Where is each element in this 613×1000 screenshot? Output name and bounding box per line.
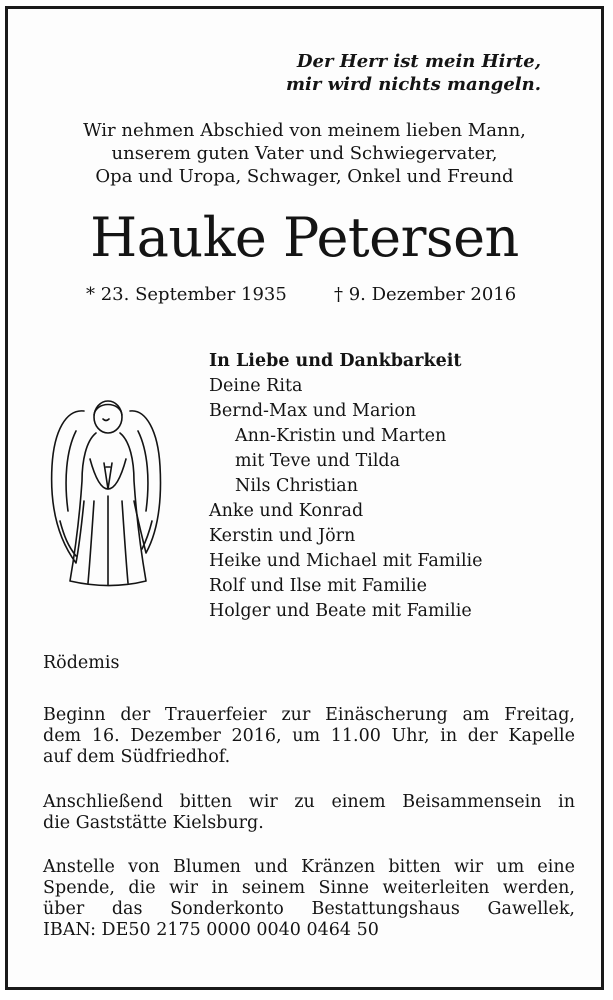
family-member: Nils Christian xyxy=(235,476,358,496)
donation-info xyxy=(43,857,575,941)
ceremony-line: Beginn der Trauerfeier zur Einäscherung am Freitag, xyxy=(43,705,575,725)
donation-line: Anstelle von Blumen und Kränzen bitten wir um eine xyxy=(43,857,575,877)
ceremony-line: dem 16. Dezember 2016, um 11.00 Uhr, in der Kapelle xyxy=(43,726,575,746)
gathering-line: die Gaststätte Kielsburg. xyxy=(43,813,264,833)
family-member: mit Teve und Tilda xyxy=(235,451,401,471)
donation-iban: IBAN: DE50 2175 0000 0040 0464 50 xyxy=(43,920,379,940)
family-member: Anke und Konrad xyxy=(209,501,364,521)
family-member: Deine Rita xyxy=(209,376,303,396)
family-list xyxy=(209,374,483,624)
gathering-line: Anschließend bitten wir zu einem Beisammensein in xyxy=(43,792,575,812)
family-heading: In Liebe und Dankbarkeit xyxy=(209,351,462,371)
death-date: † 9. Dezember 2016 xyxy=(334,284,517,305)
place-name: Rödemis xyxy=(43,653,120,673)
intro-line: unserem guten Vater und Schwiegervater, xyxy=(111,143,498,164)
family-member: Ann-Kristin und Marten xyxy=(235,426,447,446)
obituary-notice xyxy=(5,6,604,990)
psalm-line: Der Herr ist mein Hirte, xyxy=(296,51,541,72)
family-member: Rolf und Ilse mit Familie xyxy=(209,576,427,596)
deceased-name: Hauke Petersen xyxy=(90,206,519,269)
psalm-line: mir wird nichts mangeln. xyxy=(285,74,541,95)
gathering-info xyxy=(43,792,575,834)
intro-line: Wir nehmen Abschied von meinem lieben Mann, xyxy=(83,120,526,141)
donation-line: über das Sonderkonto Bestattungshaus Gawellek, xyxy=(43,899,575,919)
farewell-intro xyxy=(8,119,601,188)
ceremony-line: auf dem Südfriedhof. xyxy=(43,747,231,767)
angel-illustration xyxy=(46,371,168,591)
family-member: Holger und Beate mit Familie xyxy=(209,601,472,621)
intro-line: Opa und Uropa, Schwager, Onkel und Freund xyxy=(95,166,514,187)
family-member: Heike und Michael mit Familie xyxy=(209,551,483,571)
donation-line: Spende, die wir in seinem Sinne weiterleiten werden, xyxy=(43,878,575,898)
family-member: Bernd-Max und Marion xyxy=(209,401,417,421)
birth-date: * 23. September 1935 xyxy=(86,284,287,305)
family-member: Kerstin und Jörn xyxy=(209,526,356,546)
psalm-verse xyxy=(286,50,541,96)
ceremony-info xyxy=(43,705,575,768)
